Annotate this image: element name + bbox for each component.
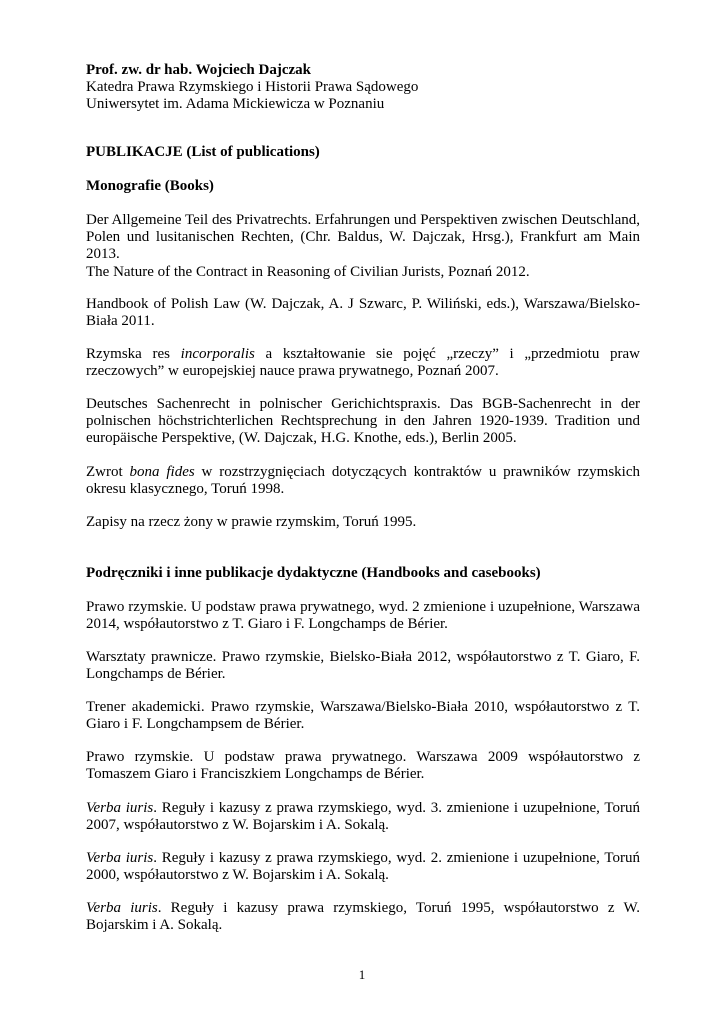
book-entry: Zapisy na rzecz żony w prawie rzymskim, Toruń 1995. bbox=[86, 514, 417, 530]
document-title: PUBLIKACJE (List of publications) bbox=[86, 144, 320, 160]
author-name: Prof. zw. dr hab. Wojciech Dajczak bbox=[86, 62, 311, 78]
book-entry: The Nature of the Contract in Reasoning of Civilian Jurists, Poznań 2012. bbox=[86, 264, 530, 280]
handbook-entry: Prawo rzymskie. U podstaw prawa prywatnego, wyd. 2 zmienione i uzupełnione, Warszawa 2014, współautorstwo z T. Giaro i F. Longchamps de Bérier. bbox=[86, 599, 640, 632]
handbook-entry: Prawo rzymskie. U podstaw prawa prywatnego. Warszawa 2009 współautorstwo z Tomaszem Giaro i Franciszkiem Longchamps de Bérier. bbox=[86, 749, 640, 782]
university-name: Uniwersytet im. Adama Mickiewicza w Poznaniu bbox=[86, 96, 385, 112]
book-entry: Deutsches Sachenrecht in polnischer Gerichichtspraxis. Das BGB-Sachenrecht in der polnischen höchstrichterlichen Rechtsprechung in den Jahren 1920-1939. Tradition und europäische Perspektive, (W. Dajczak, H.G. Knothe, eds.), Berlin 2005. bbox=[86, 396, 640, 446]
department-name: Katedra Prawa Rzymskiego i Historii Prawa Sądowego bbox=[86, 79, 419, 95]
handbook-entry: Warsztaty prawnicze. Prawo rzymskie, Bielsko-Biała 2012, współautorstwo z T. Giaro, F. Longchamps de Bérier. bbox=[86, 649, 640, 682]
author-header bbox=[86, 62, 640, 113]
handbook-entry: Verba iuris. Reguły i kazusy prawa rzymskiego, Toruń 1995, współautorstwo z W. Bojarskim i A. Sokalą. bbox=[86, 900, 640, 933]
book-entry: Der Allgemeine Teil des Privatrechts. Erfahrungen und Perspektiven zwischen Deutschland, Polen und lusitanischen Rechten, (Chr. Baldus, W. Dajczak, Hrsg.), Frankfurt am Main 2013. bbox=[86, 212, 640, 262]
handbooks-heading: Podręczniki i inne publikacje dydaktyczne (Handbooks and casebooks) bbox=[86, 565, 541, 581]
handbook-entry: Verba iuris. Reguły i kazusy z prawa rzymskiego, wyd. 3. zmienione i uzupełnione, Toruń 2007, współautorstwo z W. Bojarskim i A. Sokalą. bbox=[86, 800, 640, 833]
handbook-entry: Verba iuris. Reguły i kazusy z prawa rzymskiego, wyd. 2. zmienione i uzupełnione, Toruń 2000, współautorstwo z W. Bojarskim i A. Sokalą. bbox=[86, 850, 640, 883]
book-entry: Rzymska res incorporalis a kształtowanie sie pojęć „rzeczy” i „przedmiotu praw rzeczowych” w europejskiej nauce prawa prywatnego, Poznań 2007. bbox=[86, 346, 640, 379]
handbook-entry: Trener akademicki. Prawo rzymskie, Warszawa/Bielsko-Biała 2010, współautorstwo z T. Giaro i F. Longchampsem de Bérier. bbox=[86, 699, 640, 732]
page-number: 1 bbox=[358, 967, 366, 982]
books-heading: Monografie (Books) bbox=[86, 178, 214, 194]
book-entry: Handbook of Polish Law (W. Dajczak, A. J Szwarc, P. Wiliński, eds.), Warszawa/Bielsko-Biała 2011. bbox=[86, 296, 640, 329]
book-entry: Zwrot bona fides w rozstrzygnięciach dotyczących kontraktów u prawników rzymskich okresu klasycznego, Toruń 1998. bbox=[86, 464, 640, 497]
